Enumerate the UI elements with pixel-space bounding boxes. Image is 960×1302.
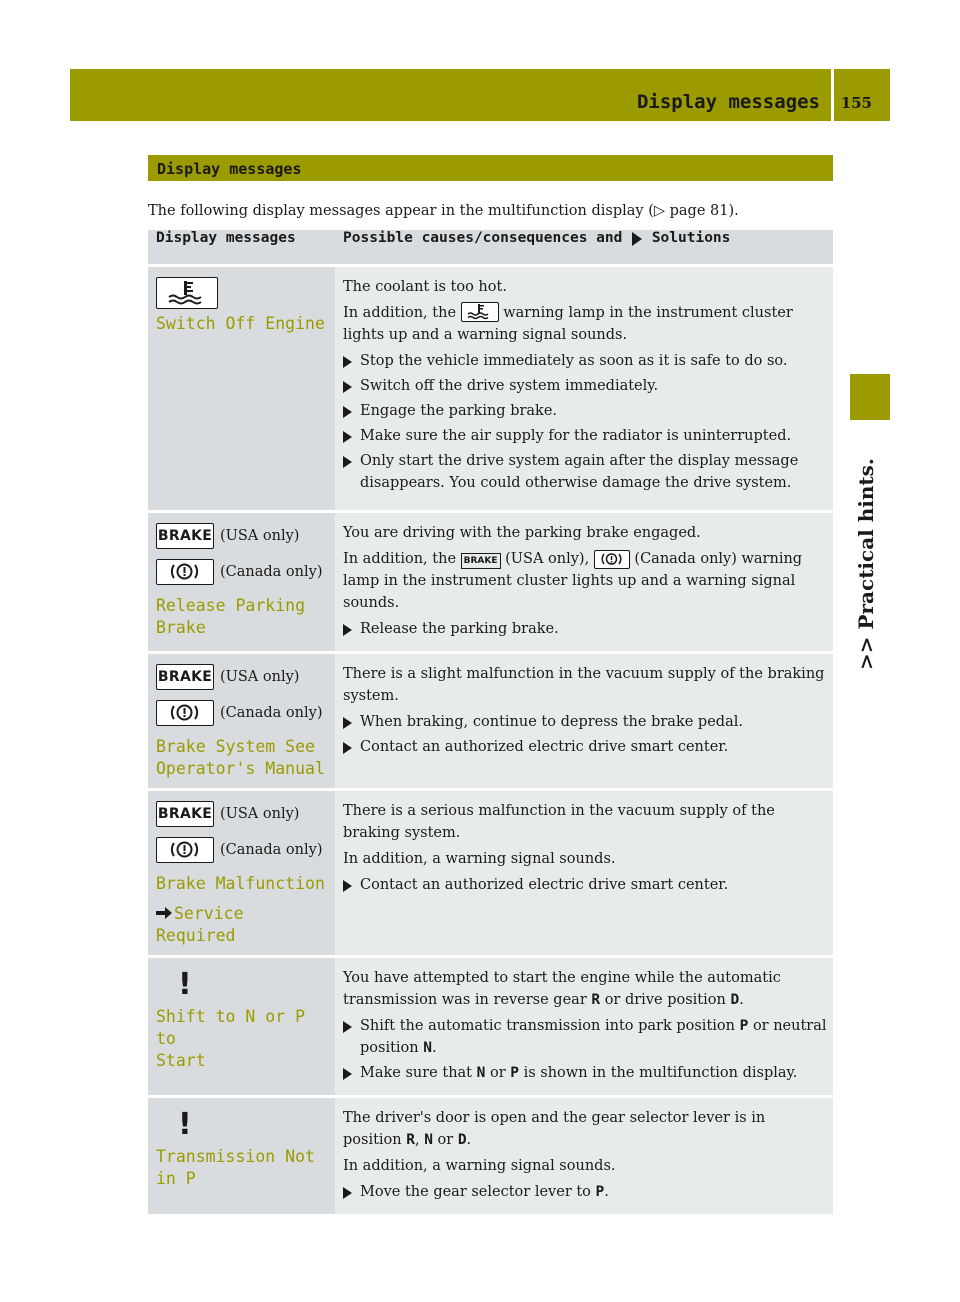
cause-text: There is a slight malfunction in the vacuum supply of the braking system. [343,666,825,704]
section-heading-bar [148,155,833,181]
region-label: (Canada only) [220,705,323,721]
brake-warning-text-icon: BRAKE [156,523,214,549]
brake-warning-circle-icon [156,700,214,726]
display-message-text: Brake Malfunction [156,874,325,893]
solution-step: Contact an authorized electric drive smart center. [343,874,827,896]
cause-text: In addition, a warning signal sounds. [343,851,616,867]
solution-step: Only start the drive system again after the display message disappears. You could otherwise damage the drive system. [343,450,827,494]
brake-warning-circle-icon [156,837,214,863]
column-header-causes-solutions [335,230,833,264]
solution-step: Engage the parking brake. [343,400,827,422]
solution-step: When braking, continue to depress the brake pedal. [343,711,827,733]
solution-step: Shift the automatic transmission into park position P or neutral position N. [343,1015,827,1059]
table-row [148,1098,833,1214]
side-tab-marker [850,374,890,420]
display-message-text: Service Required [156,904,244,945]
gear-position: D [457,1132,467,1148]
region-label: (USA only) [220,669,300,685]
brake-warning-text-icon: BRAKE [461,553,501,569]
column-header-display-messages: Display messages [148,230,335,264]
display-message-text: in P [156,1169,196,1188]
solution-arrow-icon [631,232,643,246]
gear-position: P [739,1018,749,1034]
causes-solutions-cell [335,513,833,651]
gear-position: P [595,1184,605,1200]
display-message-text: Shift to N or P to [156,1007,306,1048]
message-cell [148,267,335,510]
solution-step: Contact an authorized electric drive smart center. [343,736,827,758]
message-cell [148,958,335,1095]
exclamation-warning-icon: ! [178,967,192,1002]
message-cell [148,513,335,651]
section-heading: Display messages [157,160,302,178]
brake-warning-text-icon: BRAKE [156,801,214,827]
causes-solutions-cell [335,267,833,510]
gear-position: D [730,992,740,1008]
column-header-prefix: Possible causes/consequences and [343,230,623,246]
cause-text: In addition, a warning signal sounds. [343,1158,616,1174]
region-label: (USA only) [220,528,300,544]
gear-position: P [510,1065,519,1081]
exclamation-warning-icon: ! [178,1107,192,1142]
display-message-text: Brake System See [156,737,315,756]
gear-position: N [424,1132,433,1148]
region-label: (Canada only) [220,564,323,580]
causes-solutions-cell [335,654,833,788]
brake-warning-circle-icon [156,559,214,585]
message-cell [148,791,335,955]
coolant-temperature-icon [156,277,218,309]
cause-text: The driver's door is open and the gear selector lever is in position R, N or D. [343,1110,766,1148]
gear-position: N [476,1065,486,1081]
table-row [148,654,833,788]
side-tab-label: >> Practical hints. [854,458,878,670]
display-message-text: Operator's Manual [156,759,325,778]
header-title: Display messages [636,91,820,113]
display-message-text: Brake [156,618,206,637]
solution-step: Switch off the drive system immediately. [343,375,827,397]
region-label: (Canada only) [220,842,323,858]
coolant-temperature-icon [461,302,499,322]
table-row [148,267,833,510]
page-number: 155 [840,94,872,112]
solution-step: Move the gear selector lever to P. [343,1181,827,1203]
section-intro: The following display messages appear in the multifunction display (▷ page 81). [148,203,739,219]
brake-warning-text-icon: BRAKE [156,664,214,690]
table-header-row [148,230,833,264]
display-message-text: Transmission Not [156,1147,315,1166]
column-header-suffix: Solutions [651,230,731,246]
table-row [148,958,833,1095]
display-message-text: Switch Off Engine [156,314,325,333]
message-cell [148,1098,335,1214]
brake-warning-circle-icon [594,550,630,569]
cause-text: There is a serious malfunction in the vacuum supply of the braking system. [343,803,775,841]
display-message-text: Start [156,1051,206,1070]
cause-text: The coolant is too hot. [343,279,507,295]
header-divider [831,69,834,121]
cause-text: You are driving with the parking brake engaged. [343,525,701,541]
causes-solutions-cell [335,1098,833,1214]
cause-text: You have attempted to start the engine while the automatic transmission was in reverse gear R or drive position D. [343,970,781,1008]
causes-solutions-cell [335,958,833,1095]
cause-text: In addition, the BRAKE (USA only), (Canada only) warning lamp in the instrument cluster lights up and a warning signal sounds. [343,551,803,611]
display-message-text: Release Parking [156,596,306,615]
region-label: (USA only) [220,806,300,822]
causes-solutions-cell [335,791,833,955]
solution-step: Release the parking brake. [343,618,827,640]
display-messages-table [148,227,833,1217]
table-row [148,513,833,651]
gear-position: N [423,1040,432,1056]
solution-step: Make sure the air supply for the radiator is uninterrupted. [343,425,827,447]
gear-position: R [406,1132,415,1148]
cause-text: In addition, the warning lamp in the instrument cluster lights up and a warning signal sounds. [343,302,827,346]
page-header [70,69,890,121]
message-cell [148,654,335,788]
service-arrow-icon [156,907,172,919]
solution-step: Make sure that N or P is shown in the multifunction display. [343,1062,827,1084]
gear-position: R [591,992,601,1008]
table-row [148,791,833,955]
solution-step: Stop the vehicle immediately as soon as it is safe to do so. [343,350,827,372]
